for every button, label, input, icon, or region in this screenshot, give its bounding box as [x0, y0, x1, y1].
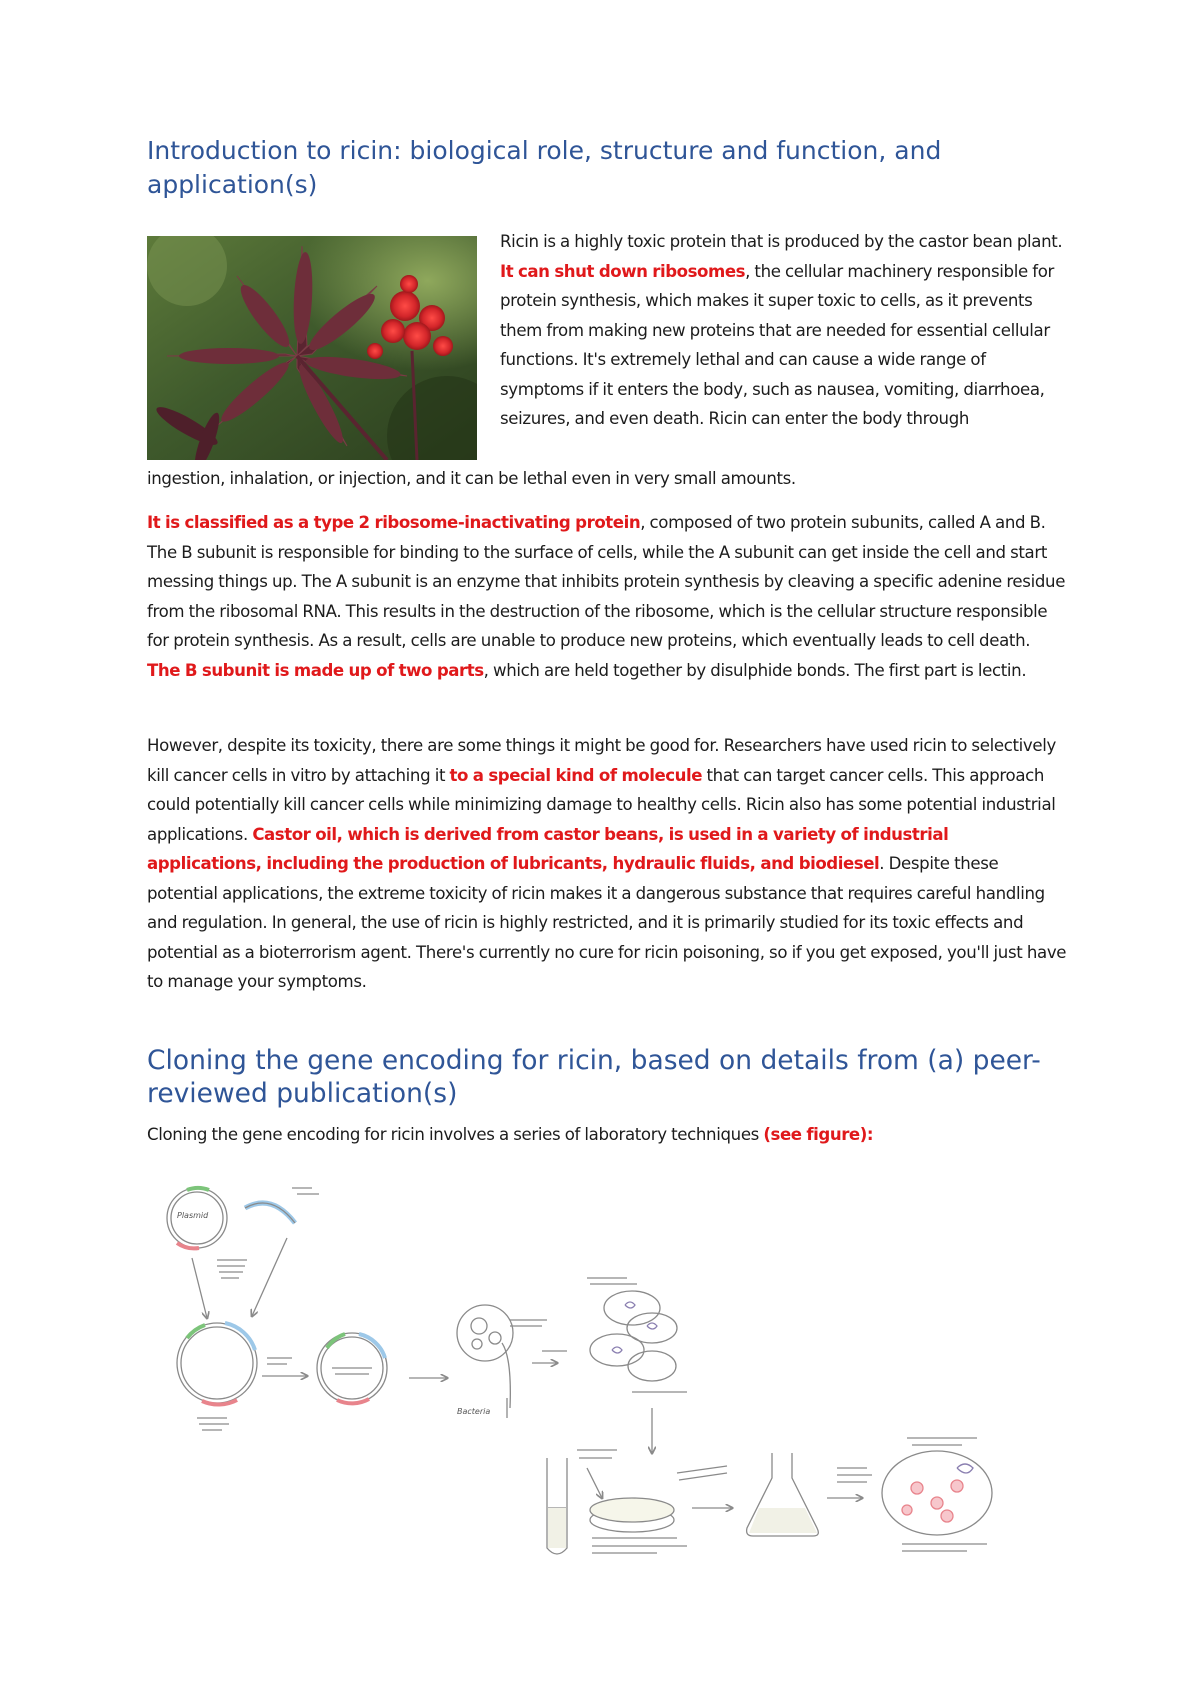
plasmid-label: Plasmid [177, 1211, 209, 1220]
intro-text-2: , the cellular machinery responsible for protein synthesis, which makes it super toxic to cells, as it prevents them from making new proteins that are needed for essential cellular functions. It's extremely lethal and can cause a wide range of symptoms if it enters the body, such as nausea, vomiting, diarrhoea, seizures, and even death. Ricin can enter the body through [500, 261, 1055, 428]
ribosome-inactivating-paragraph [147, 508, 1067, 685]
plasmid-icon [167, 1188, 227, 1248]
applications-text-1: However, despite its toxicity, there are some things it might be good for. Researchers have used ricin to selectively kill cancer cells in vitro by attaching it [147, 736, 1056, 785]
bacteria-label: Bacteria [457, 1407, 491, 1416]
castor-bean-plant-photo [147, 236, 477, 460]
applications-text-2: that can target cancer cells. This approach could potentially kill cancer cells while minimizing damage to healthy cells. Ricin also has some potential industrial applications. [147, 765, 1056, 844]
intro-paragraph-part-b [147, 464, 1067, 494]
photo-image [147, 236, 477, 460]
intro-text-3: ingestion, inhalation, or injection, and it can be lethal even in very small amounts. [147, 469, 796, 488]
subunit-text: , composed of two protein subunits, called A and B. The B subunit is responsible for binding to the surface of cells, while the A subunit can get inside the cell and start messing things up. The A subunit is an enzyme that inhibits protein synthesis by cleaving a specific adenine residue from the ribosomal RNA. This results in the destruction of the ribosome, which is the cellular structure responsible for protein synthesis. As a result, cells are unable to produce new proteins, which eventually leads to cell death. [147, 513, 1066, 650]
b-subunit-emphasis: The B subunit is made up of two parts [147, 660, 484, 680]
gene-cloning-diagram [147, 1168, 1067, 1558]
applications-text-3: . Despite these potential applications, the extreme toxicity of ricin makes it a dangerous substance that requires careful handling and regulation. In general, the use of ricin is highly restricted, and it is primarily studied for its toxic effects and potential as a bioterrorism agent. There's currently no cure for ricin poisoning, so if you get exposed, you'll just have to manage your symptoms. [147, 854, 1067, 991]
intro-paragraph-part-a [500, 227, 1068, 434]
section-heading-introduction: Introduction to ricin: biological role, structure and function, and application(s) [147, 136, 942, 199]
applications-paragraph [147, 731, 1067, 997]
see-figure-emphasis: (see figure): [763, 1125, 874, 1144]
disulphide-text: , which are held together by disulphide bonds. The first part is lectin. [483, 660, 1027, 680]
cloning-intro-paragraph [147, 1120, 1067, 1150]
castor-oil-emphasis: Castor oil, which is derived from castor beans, is used in a variety of industrial applications, including the production of lubricants, hydraulic fluids, and biodiesel [147, 824, 949, 873]
cloning-text: Cloning the gene encoding for ricin involves a series of laboratory techniques [147, 1125, 764, 1144]
intro-text-1: Ricin is a highly toxic protein that is produced by the castor bean plant. [500, 232, 1063, 251]
type2-emphasis: It is classified as a type 2 ribosome-inactivating protein [147, 513, 641, 532]
special-molecule-emphasis: to a special kind of molecule [449, 765, 703, 785]
intro-emphasis-1: It can shut down ribosomes [500, 261, 746, 281]
section-heading-cloning: Cloning the gene encoding for ricin, based on details from (a) peer-reviewed publication(s) [147, 1045, 1041, 1109]
